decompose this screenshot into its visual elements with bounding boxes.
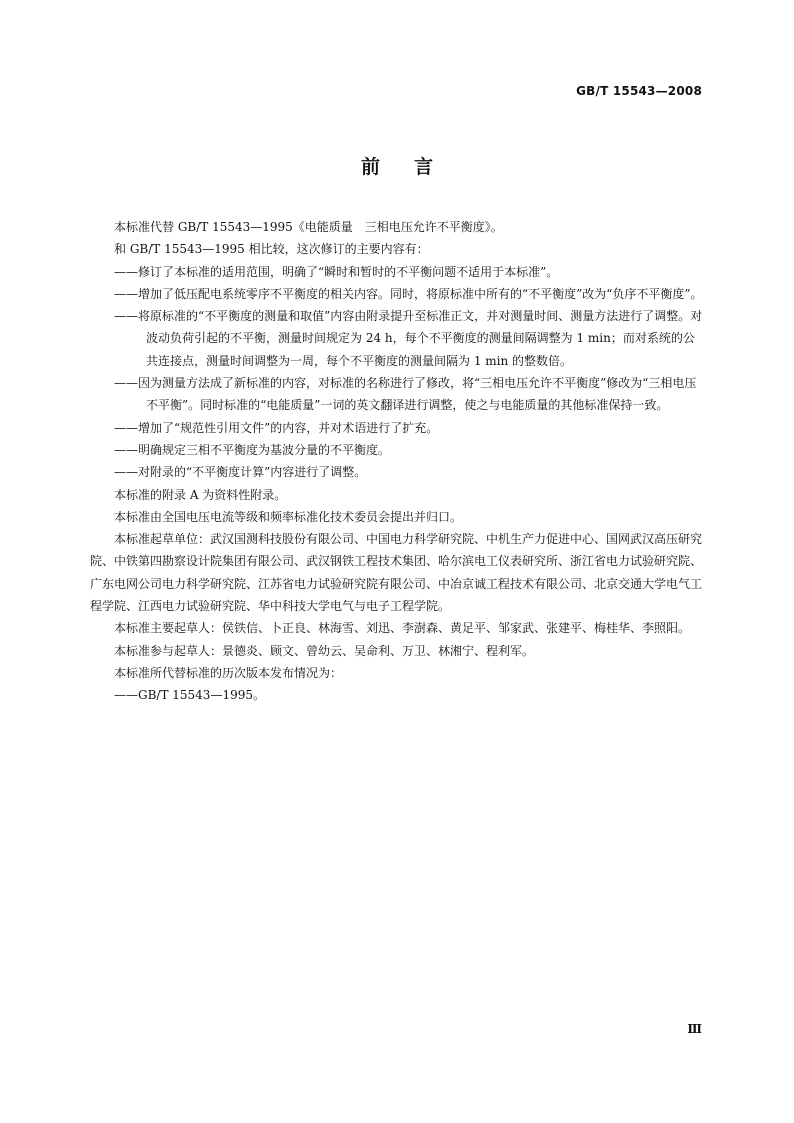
paragraph-proposer: 本标准由全国电压电流等级和频率标准化技术委员会提出并归口。 bbox=[114, 509, 463, 524]
list-item: ——增加了低压配电系统零序不平衡度的相关内容。同时，将原标准中所有的“不平衡度”改为“负序不平衡度”。 bbox=[114, 286, 703, 301]
list-item: ——对附录的“不平衡度计算”内容进行了调整。 bbox=[114, 465, 367, 480]
paragraph-history-item: ——GB/T 15543—1995。 bbox=[114, 688, 265, 703]
standard-code: GB/T 15543—2008 bbox=[576, 84, 702, 98]
paragraph-changes-intro: 和 GB/T 15543—1995 相比较，这次修订的主要内容有： bbox=[114, 242, 429, 257]
paragraph-drafting-units: 本标准起草单位：武汉国测科技股份有限公司、中国电力科学研究院、中机生产力促进中心、国网武汉高压研究院、中铁第四勘察设计院集团有限公司、武汉钢铁工程技术集团、哈尔滨电工仪表研究所、浙江省电力试验研究院、广东电网公司电力科学研究院、江苏省电力试验研究院有限公司、中冶京诚工程技术有限公司、北京交通大学电气工程学院、江西电力试验研究院、华中科技大学电气与电子工程学院。 bbox=[90, 532, 703, 614]
paragraph-replaces: 本标准代替 GB/T 15543—1995《电能质量 三相电压允许不平衡度》。 bbox=[114, 220, 503, 234]
list-item: ——将原标准的“不平衡度的测量和取值”内容由附录提升至标准正文，并对测量时间、测量方法进行了调整。对波动负荷引起的不平衡，测量时间规定为 24 h，每个不平衡度的测量间隔调整为 1 min；而对系统的公共连接点，测量时间调整为一周，每个不平衡度的测量间隔为 1 min 的整数倍。 bbox=[114, 309, 703, 368]
paragraph-appendix: 本标准的附录 A 为资料性附录。 bbox=[114, 487, 287, 502]
page-title: 前言 bbox=[360, 156, 467, 178]
list-item: ——明确规定三相不平衡度为基波分量的不平衡度。 bbox=[114, 442, 391, 457]
paragraph-history-intro: 本标准所代替标准的历次版本发布情况为： bbox=[114, 665, 343, 680]
preface-body bbox=[90, 216, 704, 707]
list-item: ——因为测量方法成了新标准的内容，对标准的名称进行了修改，将“三相电压允许不平衡度”修改为“三相电压不平衡”。同时标准的“电能质量”一词的英文翻译进行调整，使之与电能质量的其他标准保持一致。 bbox=[114, 376, 697, 413]
paragraph-main-drafters: 本标准主要起草人：侯铁信、卜正良、林海雪、刘迅、李澍森、黄足平、邹家武、张建平、梅桂华、李照阳。 bbox=[114, 621, 691, 636]
list-item: ——修订了本标准的适用范围，明确了“瞬时和暂时的不平衡问题不适用于本标准”。 bbox=[114, 264, 559, 279]
list-item: ——增加了“规范性引用文件”的内容，并对术语进行了扩充。 bbox=[114, 420, 439, 435]
page-number: Ⅲ bbox=[687, 1022, 702, 1036]
paragraph-participating-drafters: 本标准参与起草人：景德炎、顾文、曾幼云、吴命利、万卫、林湘宁、程利军。 bbox=[114, 643, 535, 658]
